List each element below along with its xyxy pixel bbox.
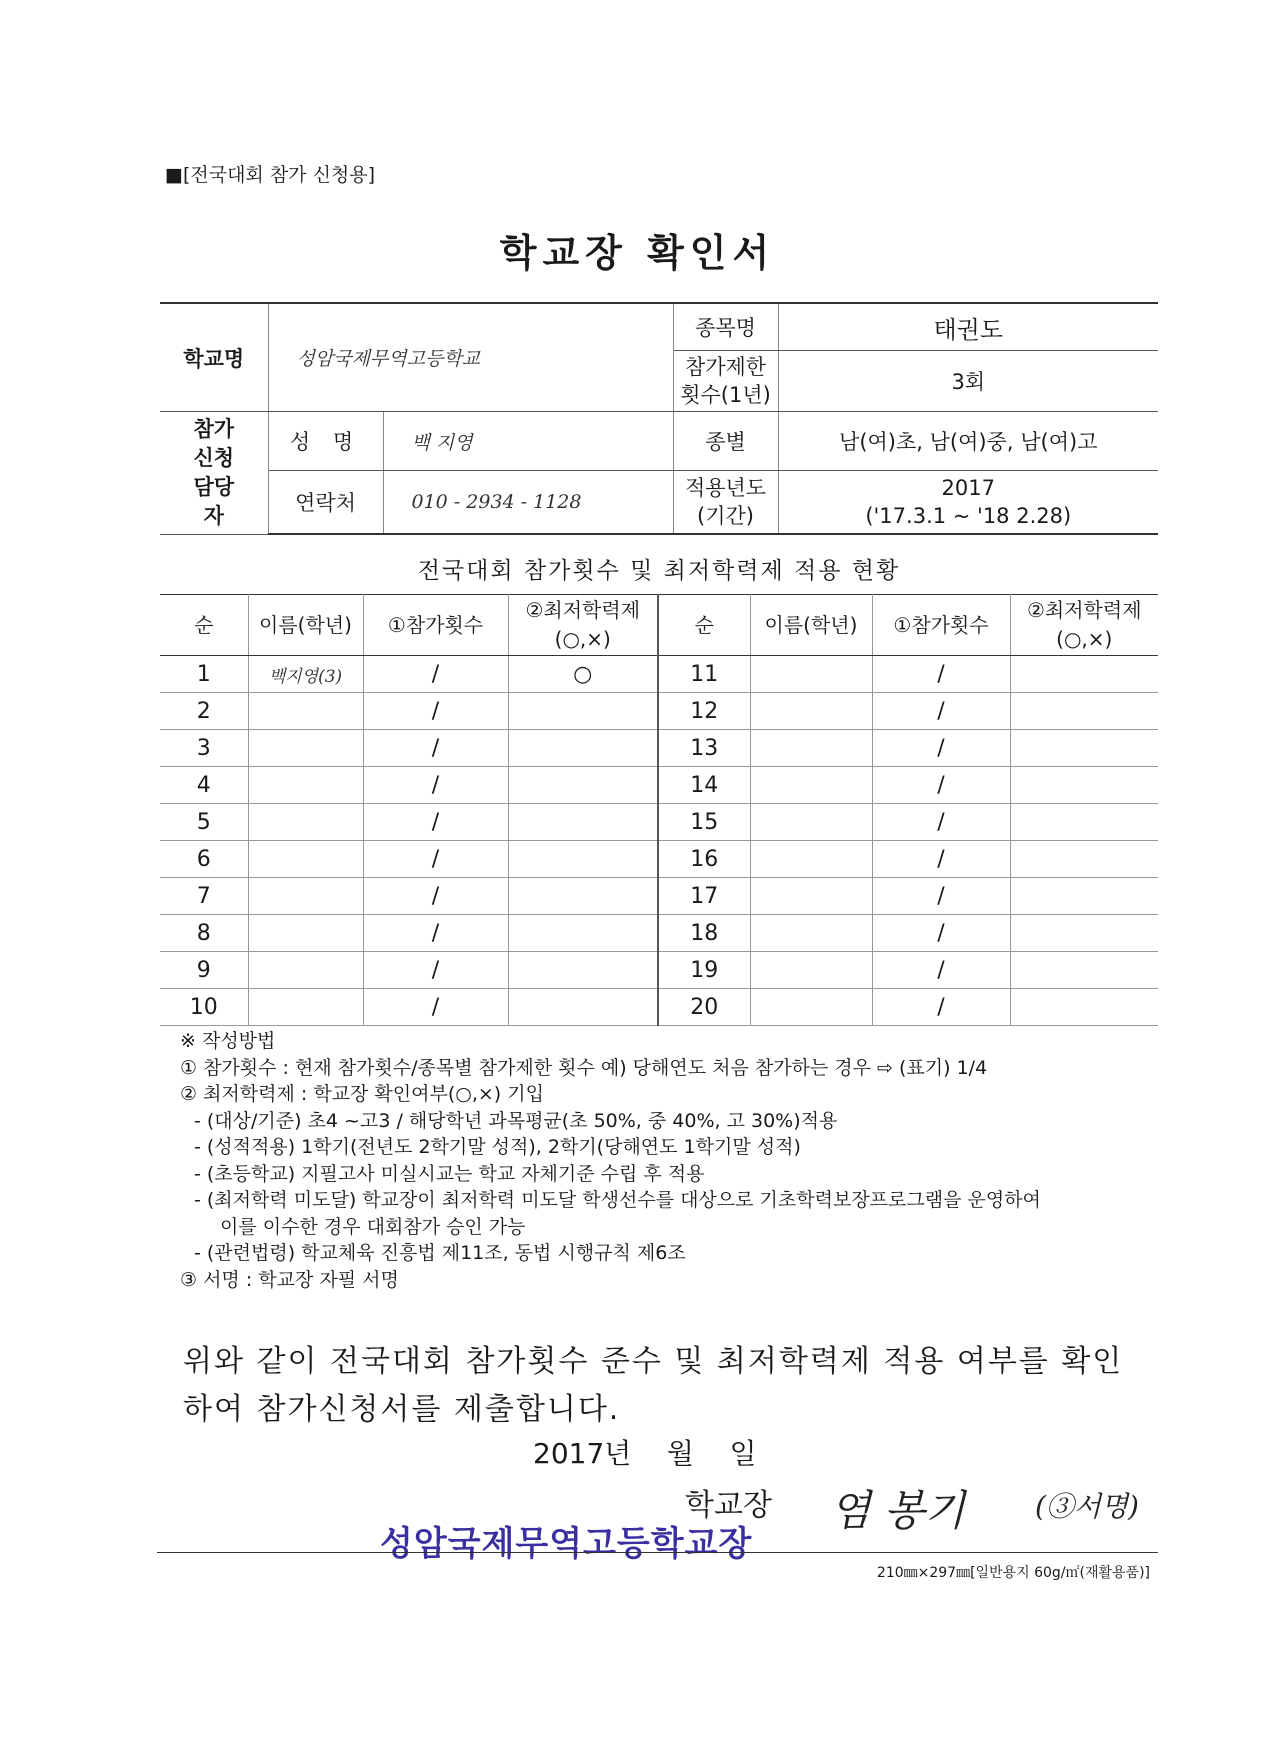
note-elementary: - (초등학교) 지필고사 미실시교는 학교 자체기준 수립 후 적용 (194, 1162, 705, 1185)
row-number: 12 (658, 693, 750, 730)
note-not-reached: - (최저학력 미도달) 학교장이 최저학력 미도달 학생선수를 대상으로 기초학력보장프로그램을 운영하여 (194, 1189, 1041, 1211)
year-value: 2017 (941, 476, 995, 500)
table-row (160, 878, 1158, 915)
min-academic-mark (508, 878, 658, 915)
status-table (160, 594, 1158, 1026)
row-number: 1 (160, 656, 248, 693)
row-number: 4 (160, 767, 248, 804)
table-row (160, 952, 1158, 989)
note-law: - (관련법령) 학교체육 진흥법 제11조, 동법 시행규칙 제6조 (194, 1242, 686, 1264)
table-row (160, 693, 1158, 730)
student-name (248, 841, 363, 878)
row-number: 7 (160, 878, 248, 915)
school-stamp: 성암국제무역고등학교장 (380, 1524, 753, 1564)
participation-count: / (363, 804, 508, 841)
student-name (750, 915, 872, 952)
row-number: 8 (160, 915, 248, 952)
participation-count: / (872, 878, 1010, 915)
student-name (750, 841, 872, 878)
student-name (248, 767, 363, 804)
student-name (750, 656, 872, 693)
bottom-divider (157, 1552, 1158, 1553)
row-number: 6 (160, 841, 248, 878)
row-number: 5 (160, 804, 248, 841)
header-count: ①참가횟수 (872, 595, 1010, 656)
participation-count: / (872, 804, 1010, 841)
year-label: 적용년도 (기간) (673, 471, 778, 535)
limit-value: 3회 (778, 351, 1158, 412)
status-table-title: 전국대회 참가횟수 및 최저학력제 적용 현황 (417, 558, 901, 584)
student-name (248, 730, 363, 767)
row-number: 19 (658, 952, 750, 989)
signature-mark: (③서명) (1035, 1490, 1139, 1523)
student-name (750, 878, 872, 915)
instructions-heading: ※ 작성방법 (180, 1030, 276, 1052)
period-value: ('17.3.1 ~ '18 2.28) (865, 504, 1072, 528)
principal-label: 학교장 (685, 1488, 772, 1523)
min-academic-mark (1010, 656, 1158, 693)
participation-count: / (363, 841, 508, 878)
min-academic-mark (508, 989, 658, 1026)
participation-count: / (872, 915, 1010, 952)
table-row (160, 989, 1158, 1026)
limit-label: 참가제한 횟수(1년) (673, 351, 778, 412)
min-academic-mark (1010, 804, 1158, 841)
header-no: 순 (160, 595, 248, 656)
student-name (750, 952, 872, 989)
paper-spec: 210㎜×297㎜[일반용지 60g/㎡(재활용품)] (876, 1565, 1150, 1581)
confirmation-statement (183, 1338, 1143, 1434)
row-number: 10 (160, 989, 248, 1026)
min-academic-mark (508, 693, 658, 730)
participation-count: / (363, 656, 508, 693)
student-name (750, 730, 872, 767)
min-academic-mark (508, 915, 658, 952)
min-academic-mark (1010, 915, 1158, 952)
event-value: 태권도 (778, 303, 1158, 351)
header-name: 이름(학년) (750, 595, 872, 656)
table-row (160, 841, 1158, 878)
document-title: 학교장 확인서 (499, 231, 776, 275)
header-count: ①참가횟수 (363, 595, 508, 656)
instructions (180, 1028, 1160, 1293)
info-table (160, 302, 1158, 535)
row-number: 13 (658, 730, 750, 767)
status-rows (160, 656, 1158, 1026)
school-label: 학교명 (160, 303, 268, 412)
participation-count: / (872, 952, 1010, 989)
statement-line-2: 하여 참가신청서를 제출합니다. (183, 1392, 621, 1427)
row-number: 17 (658, 878, 750, 915)
min-academic-mark (508, 841, 658, 878)
student-name (750, 693, 872, 730)
student-name (248, 693, 363, 730)
table-row (160, 767, 1158, 804)
participation-count: / (363, 767, 508, 804)
participation-count: / (363, 989, 508, 1026)
date-line: 2017년 월 일 (533, 1437, 757, 1470)
row-number: 2 (160, 693, 248, 730)
min-academic-mark (1010, 730, 1158, 767)
row-number: 11 (658, 656, 750, 693)
row-number: 20 (658, 989, 750, 1026)
student-name (248, 878, 363, 915)
event-label: 종목명 (673, 303, 778, 351)
school-value: 성암국제무역고등학교 (268, 303, 673, 412)
participation-count: / (872, 767, 1010, 804)
table-row (160, 730, 1158, 767)
contact-label: 연락처 (268, 471, 383, 535)
gender-label: 종별 (673, 412, 778, 471)
header-no: 순 (658, 595, 750, 656)
header-name: 이름(학년) (248, 595, 363, 656)
student-name (750, 804, 872, 841)
participation-count: / (872, 989, 1010, 1026)
row-number: 14 (658, 767, 750, 804)
table-row (160, 656, 1158, 693)
table-row (160, 804, 1158, 841)
participation-count: / (872, 730, 1010, 767)
name-value: 백 지영 (383, 412, 673, 471)
note-grades: - (성적적용) 1학기(전년도 2학기말 성적), 2학기(당해연도 1학기말 성적) (194, 1136, 801, 1158)
form-type-label: ■[전국대회 참가 신청용] (165, 164, 376, 186)
header-min: ②최저학력제 (○,×) (1010, 595, 1158, 656)
min-academic-mark (1010, 878, 1158, 915)
min-academic-mark (508, 952, 658, 989)
student-name: 백지영(3) (248, 656, 363, 693)
note-min-academic: ② 최저학력제 : 학교장 확인여부(○,×) 기입 (180, 1083, 544, 1105)
student-name (248, 952, 363, 989)
student-name (248, 915, 363, 952)
note-count: ① 참가횟수 : 현재 참가횟수/종목별 참가제한 횟수 예) 당해연도 처음 참가하는 경우 ⇨ (표기) 1/4 (180, 1056, 988, 1079)
year-cell (778, 471, 1158, 535)
table-row (160, 915, 1158, 952)
student-name (750, 767, 872, 804)
participation-count: / (363, 952, 508, 989)
note-target: - (대상/기준) 초4 ~고3 / 해당학년 과목평균(초 50%, 중 40%, 고 30%)적용 (194, 1109, 838, 1132)
min-academic-mark: ○ (508, 656, 658, 693)
statement-line-1: 위와 같이 전국대회 참가횟수 준수 및 최저학력제 적용 여부를 확인 (183, 1344, 1124, 1379)
participation-count: / (872, 656, 1010, 693)
min-academic-mark (1010, 989, 1158, 1026)
header-min: ②최저학력제 (○,×) (508, 595, 658, 656)
participation-count: / (363, 730, 508, 767)
gender-value: 남(여)초, 남(여)중, 남(여)고 (778, 412, 1158, 471)
row-number: 18 (658, 915, 750, 952)
min-academic-mark (1010, 693, 1158, 730)
contact-value: 010 - 2934 - 1128 (383, 471, 673, 535)
min-academic-mark (508, 767, 658, 804)
participation-count: / (872, 693, 1010, 730)
min-academic-mark (1010, 767, 1158, 804)
student-name (248, 989, 363, 1026)
note-signature: ③ 서명 : 학교장 자필 서명 (180, 1268, 399, 1291)
principal-signature: 염 봉기 (830, 1486, 966, 1535)
min-academic-mark (1010, 841, 1158, 878)
row-number: 16 (658, 841, 750, 878)
row-number: 9 (160, 952, 248, 989)
participation-count: / (872, 841, 1010, 878)
min-academic-mark (508, 804, 658, 841)
row-number: 3 (160, 730, 248, 767)
note-not-reached-cont: 이를 이수한 경우 대회참가 승인 가능 (220, 1215, 526, 1238)
participation-count: / (363, 915, 508, 952)
applicant-label: 참가 신청 담당자 (160, 412, 268, 535)
min-academic-mark (508, 730, 658, 767)
name-label: 성 명 (268, 412, 383, 471)
participation-count: / (363, 693, 508, 730)
participation-count: / (363, 878, 508, 915)
student-name (750, 989, 872, 1026)
student-name (248, 804, 363, 841)
row-number: 15 (658, 804, 750, 841)
min-academic-mark (1010, 952, 1158, 989)
